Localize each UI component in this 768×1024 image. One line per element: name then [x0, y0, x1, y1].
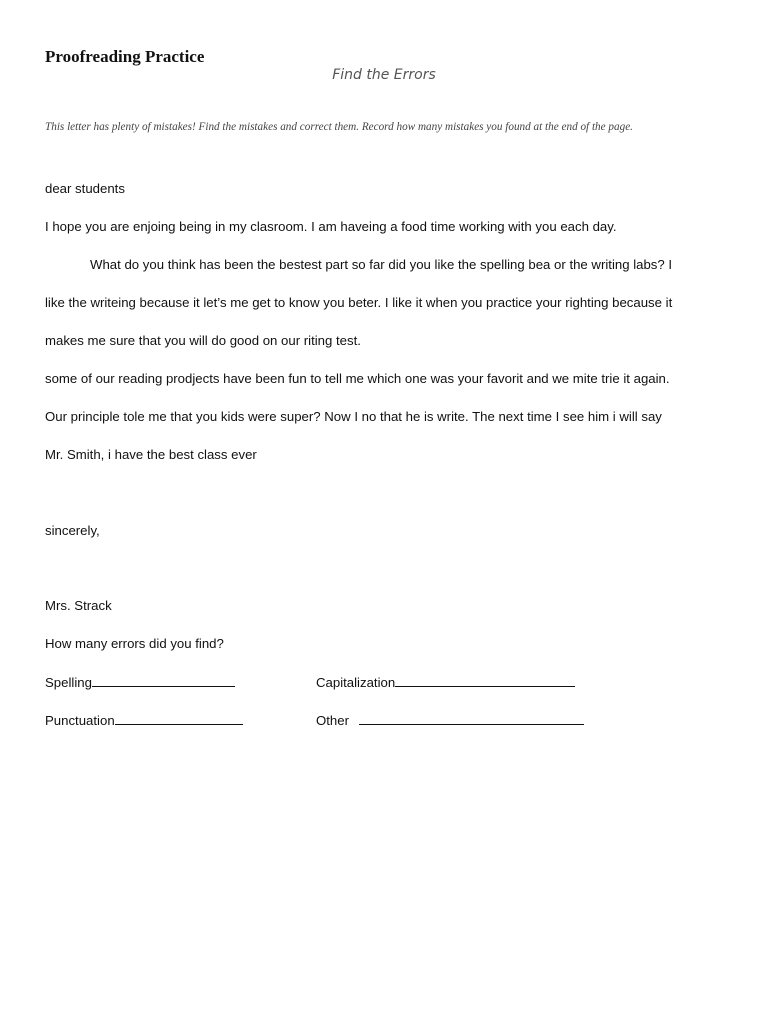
other-answer-blank[interactable]	[359, 712, 584, 725]
letter-signature: Mrs. Strack	[45, 598, 112, 613]
spelling-answer-blank[interactable]	[92, 674, 235, 687]
other-label: Other	[316, 713, 349, 728]
tally-question: How many errors did you find?	[45, 636, 224, 651]
letter-line-5: some of our reading prodjects have been fun to tell me which one was your favorit and we mite trie it again.	[45, 371, 670, 386]
punctuation-label: Punctuation	[45, 713, 115, 728]
punctuation-tally	[45, 712, 243, 729]
spelling-tally	[45, 674, 235, 691]
letter-salutation: dear students	[45, 181, 125, 196]
letter-line-1: I hope you are enjoing being in my clasroom. I am haveing a food time working with you each day.	[45, 219, 617, 234]
letter-line-6: Our principle tole me that you kids were super? Now I no that he is write. The next time I see him i will say	[45, 409, 662, 424]
letter-line-2: What do you think has been the bestest part so far did you like the spelling bea or the writing labs? I	[90, 257, 673, 272]
instructions-text: This letter has plenty of mistakes! Find the mistakes and correct them. Record how many mistakes you found at the end of the page.	[45, 121, 633, 133]
letter-line-4: makes me sure that you will do good on our riting test.	[45, 333, 361, 348]
punctuation-answer-blank[interactable]	[115, 712, 243, 725]
page-title: Proofreading Practice	[45, 47, 205, 66]
letter-line-7: Mr. Smith, i have the best class ever	[45, 447, 257, 462]
spelling-label: Spelling	[45, 675, 92, 690]
capitalization-answer-blank[interactable]	[395, 674, 575, 687]
capitalization-tally	[316, 674, 575, 691]
letter-closing: sincerely,	[45, 523, 100, 538]
page-subtitle: Find the Errors	[332, 67, 436, 83]
letter-line-3: like the writeing because it let’s me get to know you beter. I like it when you practice your righting because it	[45, 295, 673, 310]
capitalization-label: Capitalization	[316, 675, 396, 690]
other-tally	[316, 712, 584, 729]
